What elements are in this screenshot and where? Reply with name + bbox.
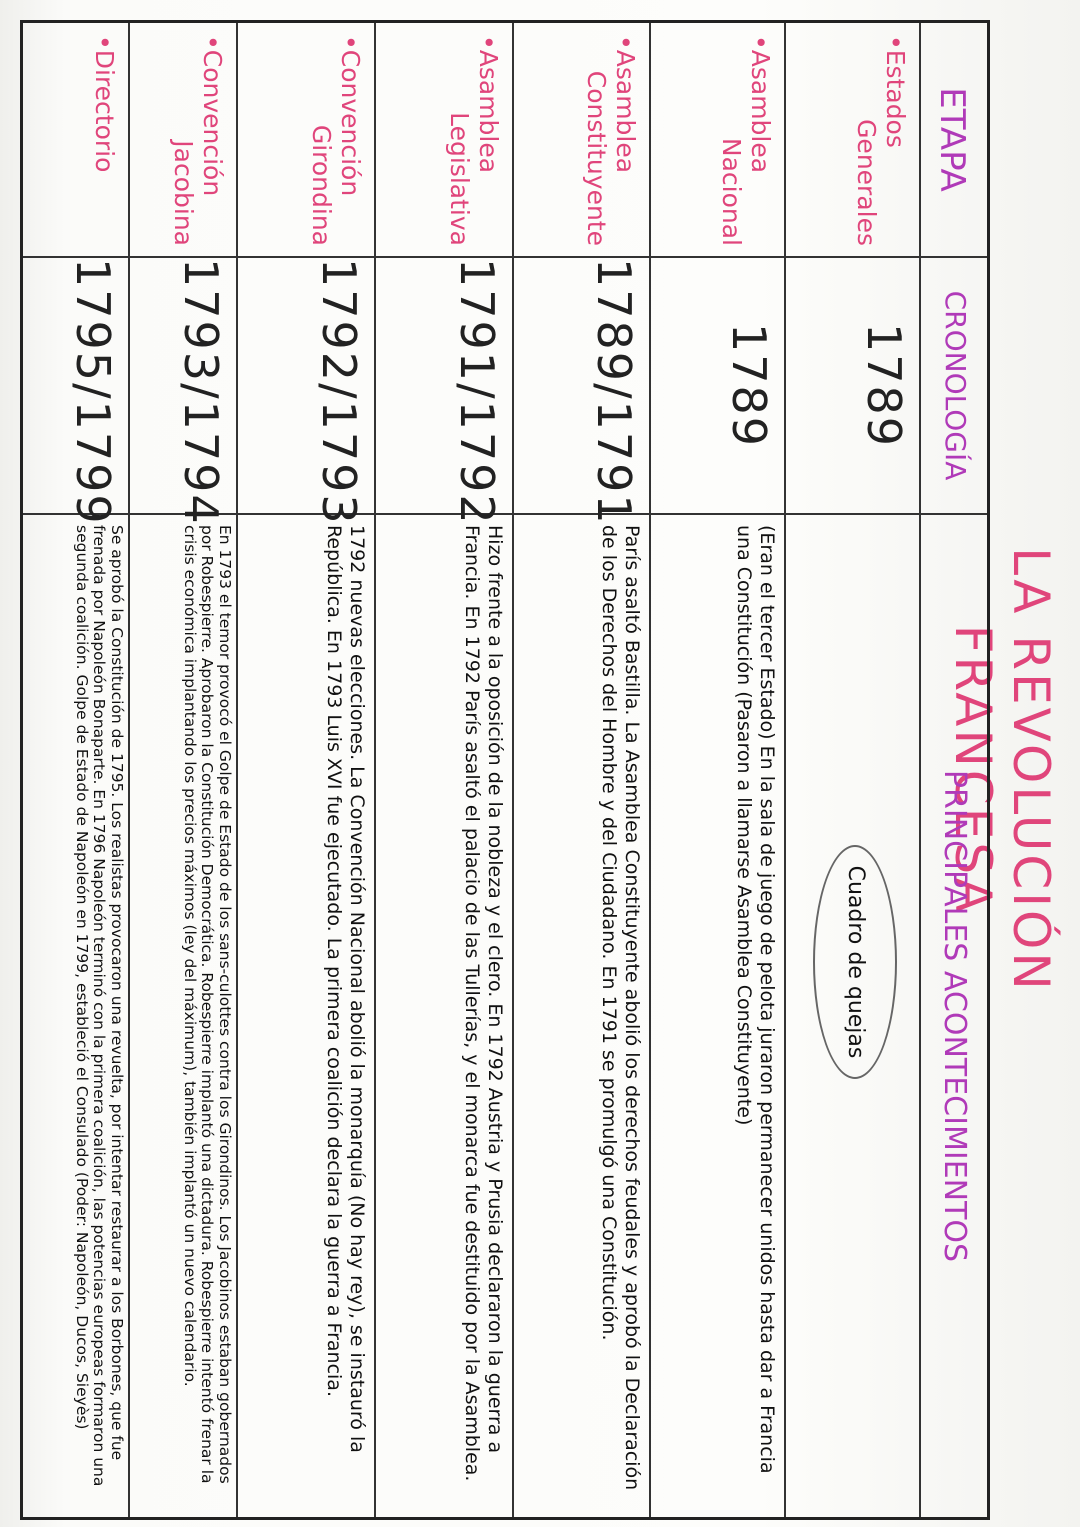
events-cell: Hizo frente a la oposición de la nobleza y el clero. En 1792 Austria y Prusia declararon la guerra a Francia. En 1792 París asaltó el palacio de las Tullerías, y el monarca fue destituido por la Asamblea. bbox=[460, 525, 506, 1482]
events-cell: Se aprobó la Constitución de 1795. Los realistas provocaron una revuelta, por intentar restaurar a los Borbones, que fue frenada por Napoleón Bonaparte. En 1796 Napoleón terminó con la primera coalición, las potencias europeas formaron una segunda coalición. Golpe de Estado de Napoleón en 1799, estableció el Consulado (Poder: Napoleón, Ducos, Sieyès) bbox=[72, 525, 126, 1487]
etapa-line-2: Constituyente bbox=[582, 70, 612, 246]
year-cell: 1789 bbox=[651, 258, 784, 515]
etapa-line-2: Legislativa bbox=[445, 112, 475, 246]
table-row bbox=[128, 23, 236, 1517]
table-row bbox=[512, 23, 649, 1517]
table-row bbox=[374, 23, 512, 1517]
etapa-line-1: •Asamblea bbox=[474, 35, 503, 174]
etapa-line-2: Jacobina bbox=[169, 140, 199, 246]
table-row bbox=[236, 23, 374, 1517]
etapa-line-1: •Convención bbox=[198, 35, 227, 197]
etapa-cell bbox=[786, 23, 919, 258]
year-cell: 1789/1791 bbox=[514, 258, 649, 515]
etapa-line-2: Generales bbox=[852, 119, 882, 246]
header-etapa: ETAPA bbox=[921, 23, 987, 258]
etapa-line-1: •Estados bbox=[881, 35, 910, 148]
events-cell: En 1793 el temor provocó el Golpe de Estado de los sans-culottes contra los Girondinos. Los Jacobinos estaban gobernados por Robespierre. Aprobaron la Constitución Democrática. Robespierre implantó una dictadura. Robespierre intentó frenar la crisis económica implantando los precios máximos (ley del máximum), también implantó un nuevo calendario. bbox=[180, 525, 234, 1484]
etapa-cell bbox=[651, 23, 784, 258]
etapa-line-1: •Asamblea bbox=[611, 35, 640, 174]
page-title: LA REVOLUCIÓN FRANCESA bbox=[944, 547, 1060, 993]
etapa-line-1: •Directorio bbox=[90, 35, 119, 173]
table-row bbox=[23, 23, 128, 1517]
year-cell: 1789 bbox=[786, 258, 919, 515]
quejas-note: Cuadro de quejas bbox=[813, 845, 897, 1079]
etapa-line-2: Girondina bbox=[307, 124, 337, 246]
events-cell: 1792 nuevas elecciones. La Convención Nacional abolió la monarquía (No hay rey), se instauró la República. En 1793 Luis XVI fue ejecutado. La primera coalición declara la guerra a Francia. bbox=[322, 525, 368, 1453]
table-row bbox=[649, 23, 784, 1517]
etapa-cell bbox=[376, 23, 512, 258]
etapa-cell bbox=[514, 23, 649, 258]
table-row bbox=[784, 23, 919, 1517]
table-header-row bbox=[919, 23, 987, 1517]
etapa-cell bbox=[23, 23, 128, 258]
etapa-cell bbox=[238, 23, 374, 258]
year-cell: 1795/1799 bbox=[23, 258, 128, 515]
revolution-table bbox=[20, 20, 990, 1520]
events-cell: París asaltó Bastilla. La Asamblea Constituyente abolió los derechos feudales y aprobó la Declaración de los Derechos del Hombre y del Ciudadano. En 1791 se promulgó una Constitución. bbox=[597, 525, 643, 1491]
header-acontecimientos: PRINCIPALES ACONTECIMIENTOS bbox=[937, 769, 972, 1263]
year-cell: 1793/1794 bbox=[130, 258, 236, 515]
etapa-line-2: Nacional bbox=[717, 137, 747, 246]
header-cronologia: CRONOLOGÍA bbox=[921, 258, 987, 515]
etapa-line-1: •Asamblea bbox=[746, 35, 775, 174]
events-cell: (Eran el tercer Estado) En la sala de juego de pelota juraron permanecer unidos hasta dar a Francia una Constitución (Pasaron a llamarse Asamblea Constituyente) bbox=[732, 525, 778, 1474]
events-cell bbox=[786, 515, 919, 1517]
etapa-line-1: •Convención bbox=[336, 35, 365, 197]
etapa-cell bbox=[130, 23, 236, 258]
year-cell: 1791/1792 bbox=[376, 258, 512, 515]
year-cell: 1792/1793 bbox=[238, 258, 374, 515]
